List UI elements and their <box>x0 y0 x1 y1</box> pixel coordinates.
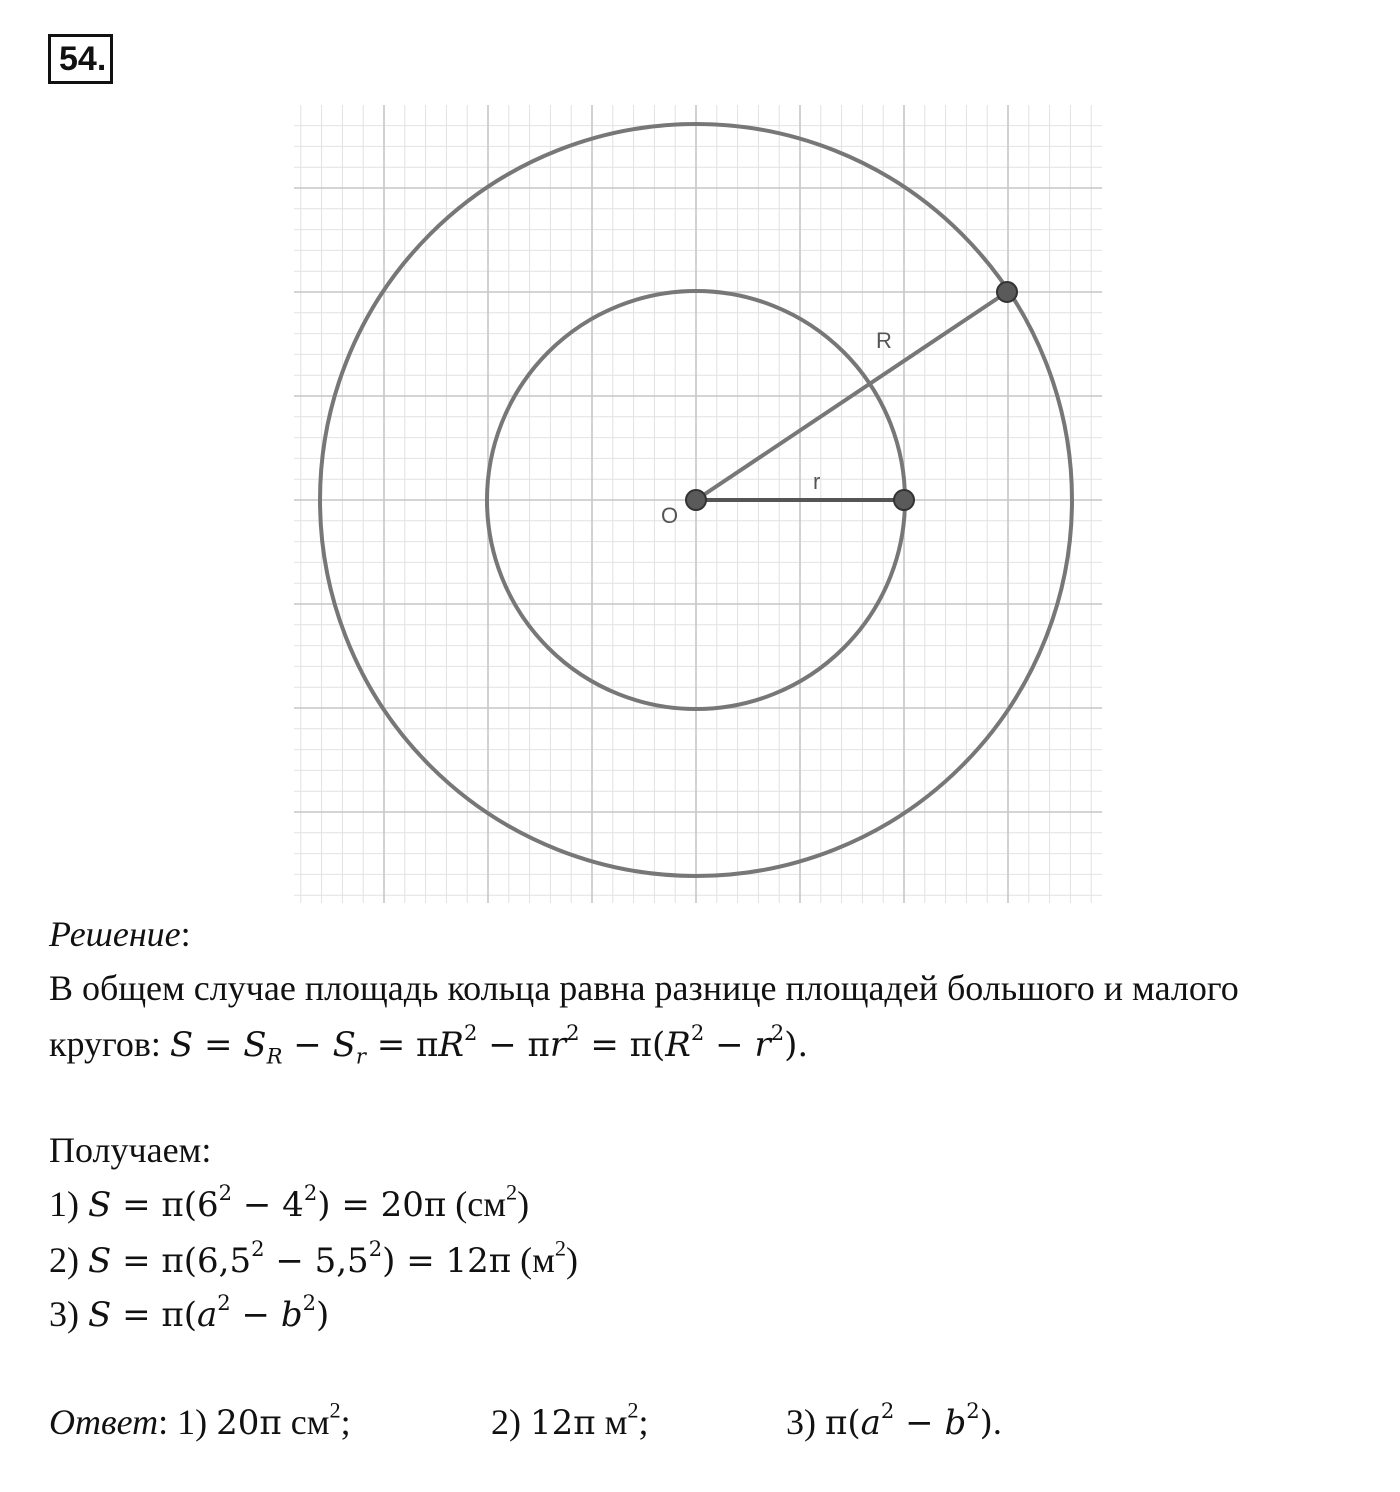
solution-heading-colon: : <box>180 914 191 954</box>
area-difference-formula: $S = S_R - S_r = \pi R^2 - \pi r^2 = \pi(R^2 - r^2)$. <box>169 1020 809 1069</box>
solution-item-2: 2) $S = \pi(6,5^2 - 5,5^2) = 12\pi$ $(м^2)$ <box>49 1235 579 1281</box>
solution-line-2 <box>49 1022 808 1067</box>
solution-item-3: 3) $S = \pi(a^2 - b^2)$ <box>49 1290 330 1335</box>
answer-3: 3) $\pi(a^2 - b^2)$. <box>786 1398 1002 1443</box>
solution-heading-label: Решение <box>49 914 181 954</box>
center-point <box>686 490 706 510</box>
solution-line-2-prefix: кругов: <box>49 1024 170 1064</box>
big-radius-point <box>997 282 1017 302</box>
answer-1: 1) 20π $см^2$; <box>177 1397 351 1443</box>
big-radius-label: R <box>876 328 892 353</box>
getting-line: Получаем: <box>49 1130 212 1170</box>
solution-heading <box>49 912 191 956</box>
small-radius-label: r <box>813 469 821 494</box>
answer-line <box>49 1397 1349 1448</box>
solution-item-1: 1) $S = \pi(6^2 - 4^2) = 20\pi$ $(см^2)$ <box>49 1179 530 1225</box>
solution-line-1: В общем случае площадь кольца равна разнице площадей большого и малого <box>49 968 1239 1008</box>
answer-2: 2) 12π $м^2$; <box>491 1397 649 1443</box>
problem-number: 54. <box>48 34 113 84</box>
small-radius-point <box>894 490 914 510</box>
center-label: O <box>661 503 679 528</box>
answer-label: Ответ <box>49 1402 159 1442</box>
answer-colon: : <box>158 1402 169 1442</box>
